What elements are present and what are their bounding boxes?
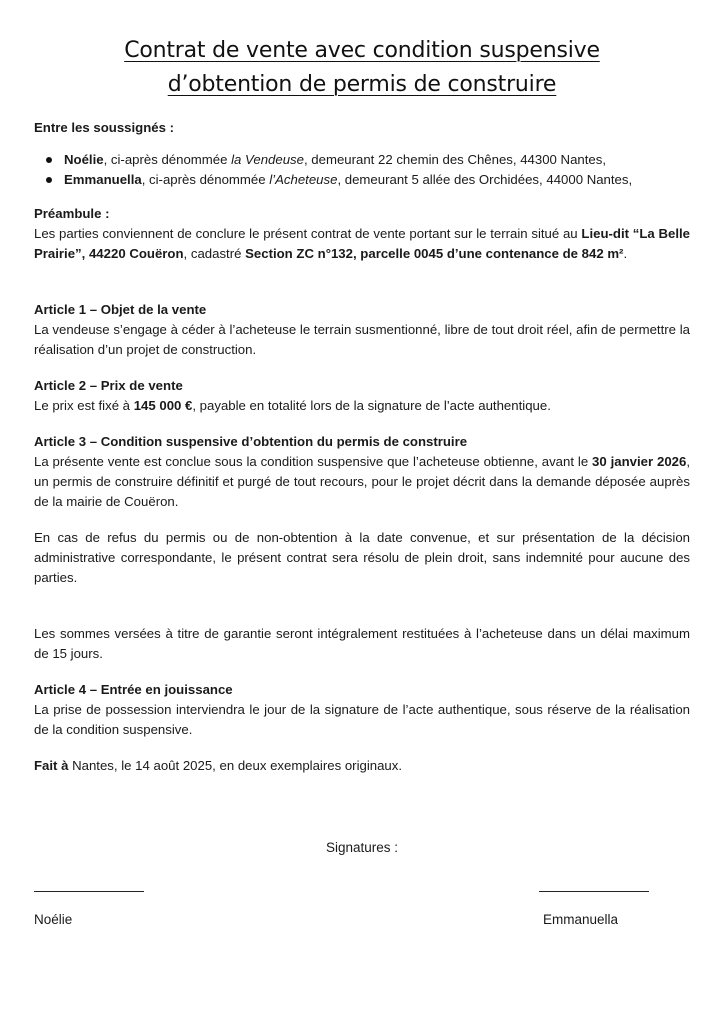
list-item xyxy=(34,170,690,190)
article-4-heading: Article 4 – Entrée en jouissance xyxy=(34,682,233,697)
closing-text: Nantes, le 14 août 2025, en deux exemplaires originaux. xyxy=(68,758,403,773)
preambule-cadastre: Section ZC n°132, parcelle 0045 d’une contenance de 842 m² xyxy=(245,246,624,261)
article-2-text-part: , payable en totalité lors de la signature de l’acte authentique. xyxy=(192,398,551,413)
article-2-text-part: Le prix est fixé à xyxy=(34,398,134,413)
article-2-heading: Article 2 – Prix de vente xyxy=(34,378,183,393)
party-role: la Vendeuse xyxy=(231,152,304,167)
signature-name-left: Noélie xyxy=(34,912,73,927)
party-address: , demeurant 22 chemin des Chênes, 44300 Nantes, xyxy=(303,152,607,167)
article-3-text xyxy=(34,452,690,512)
price: 145 000 € xyxy=(133,398,193,413)
signature-name-right: Emmanuella xyxy=(543,912,619,927)
signatures-title: Signatures : xyxy=(325,840,399,855)
signature-line-right xyxy=(539,891,649,892)
article-1-heading: Article 1 – Objet de la vente xyxy=(34,302,207,317)
preambule-text xyxy=(34,224,690,264)
party-name: Emmanuella xyxy=(64,172,142,187)
article-3-text-part: , un permis de construire définitif et purgé de tout recours, pour le projet décrit dans la demande déposée auprès de la mairie de Couëron. xyxy=(34,454,691,509)
document-title-line-1: Contrat de vente avec condition suspensive xyxy=(124,38,600,63)
parties-list xyxy=(34,150,690,190)
document-title-line-2: d’obtention de permis de construire xyxy=(167,72,557,97)
list-item xyxy=(34,150,690,170)
closing-statement xyxy=(34,756,690,776)
party-role: l’Acheteuse xyxy=(269,172,338,187)
article-3-text-part: La présente vente est conclue sous la condition suspensive que l’acheteuse obtienne, avant le xyxy=(34,454,593,469)
article-1-text: La vendeuse s’engage à céder à l’acheteuse le terrain susmentionné, libre de tout droit réel, afin de permettre la réalisation d’un projet de construction. xyxy=(34,322,690,357)
article-3-paragraph-3: Les sommes versées à titre de garantie seront intégralement restituées à l’acheteuse dans un délai maximum de 15 jours. xyxy=(34,626,690,661)
preambule-text-part: . xyxy=(623,246,628,261)
party-text: , ci-après dénommée xyxy=(103,152,232,167)
article-3-heading: Article 3 – Condition suspensive d’obtention du permis de construire xyxy=(34,434,468,449)
article-2-text xyxy=(34,396,690,416)
article-3-paragraph-2: En cas de refus du permis ou de non-obtention à la date convenue, et sur présentation de la décision administrative correspondante, le présent contrat sera résolu de plein droit, sans indemnité pour aucune des parties. xyxy=(34,530,690,585)
preambule-place: Lieu-dit “La Belle Prairie”, 44220 Couëron xyxy=(34,226,690,261)
bullet-icon xyxy=(46,177,52,183)
bullet-icon xyxy=(46,157,52,163)
deadline-date: 30 janvier 2026 xyxy=(592,454,687,469)
article-4-text: La prise de possession interviendra le jour de la signature de l’acte authentique, sous réserve de la réalisation de la condition suspensive. xyxy=(34,702,690,737)
preambule-text-part: Les parties conviennent de conclure le présent contrat de vente portant sur le terrain situé au xyxy=(34,226,582,241)
preambule-heading: Préambule : xyxy=(34,206,110,221)
preambule-text-part: , cadastré xyxy=(183,246,246,261)
parties-heading: Entre les soussignés : xyxy=(34,120,174,135)
party-name: Noélie xyxy=(64,152,104,167)
closing-label: Fait à xyxy=(34,758,69,773)
party-address: , demeurant 5 allée des Orchidées, 44000 Nantes, xyxy=(337,172,633,187)
signature-line-left xyxy=(34,891,144,892)
party-text: , ci-après dénommée xyxy=(141,172,270,187)
